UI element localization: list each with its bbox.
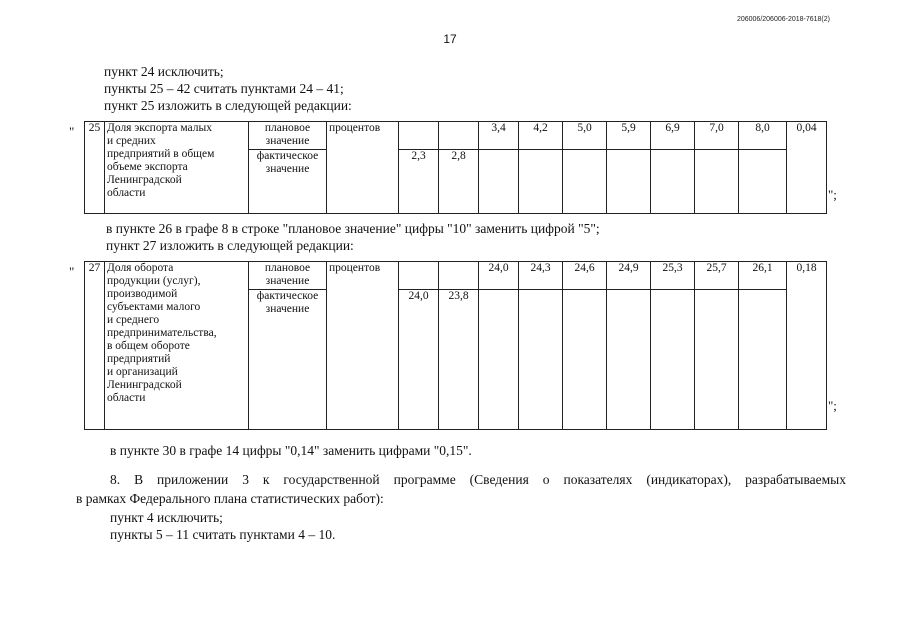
middle-line-1: в пункте 26 в графе 8 в строке "плановое значение" цифры "10" заменить цифрой "5"; — [106, 221, 600, 236]
section-8-line-4: пункты 5 – 11 считать пунктами 4 – 10. — [110, 527, 336, 542]
quote-close-25: "; — [828, 187, 837, 202]
fact-value — [519, 150, 563, 214]
plan-value: 24,9 — [607, 262, 651, 290]
cell-text-line: области — [107, 392, 146, 404]
plan-value: 24,0 — [479, 262, 519, 290]
cell-text-line: в общем обороте — [107, 340, 190, 352]
fact-value — [519, 290, 563, 430]
cell-text-line: значение — [265, 275, 310, 287]
plan-value: 0,04 — [787, 122, 827, 214]
plan-value: 3,4 — [479, 122, 519, 150]
plan-value: 24,6 — [563, 262, 607, 290]
plan-value — [439, 122, 479, 150]
plan-value: 25,7 — [695, 262, 739, 290]
cell-text-line: предприятий — [107, 353, 171, 365]
plan-value: 0,18 — [787, 262, 827, 430]
cell-text-line: значение — [265, 135, 310, 147]
fact-value — [739, 290, 787, 430]
plan-value: 26,1 — [739, 262, 787, 290]
plan-value: 6,9 — [651, 122, 695, 150]
cell-text-line: и средних — [107, 135, 156, 147]
cell-text-line: фактическое — [256, 290, 319, 302]
plan-value: 8,0 — [739, 122, 787, 150]
fact-value: 24,0 — [399, 290, 439, 430]
indicator-table-27 — [84, 261, 827, 430]
section-8-paragraph — [76, 470, 846, 508]
quote-close-27: "; — [828, 398, 837, 413]
plan-value — [439, 262, 479, 290]
cell-text-line: плановое — [264, 262, 311, 274]
row-number: 27 — [85, 262, 105, 430]
fact-label — [249, 150, 327, 214]
fact-label — [249, 290, 327, 430]
row-number: 25 — [85, 122, 105, 214]
cell-text-line: продукции (услуг), — [107, 275, 201, 287]
cell-text-line: области — [107, 187, 146, 199]
fact-value — [695, 150, 739, 214]
indicator-table-25 — [84, 121, 827, 214]
unit-cell: процентов — [327, 122, 399, 214]
fact-value — [479, 290, 519, 430]
fact-value: 2,3 — [399, 150, 439, 214]
cell-text-line: объеме экспорта — [107, 161, 188, 173]
section-8-line-1: 8. В приложении 3 к государственной программе (Сведения о показателях (индикаторах), разрабатываемых — [110, 472, 846, 487]
middle-line-2: пункт 27 изложить в следующей редакции: — [106, 238, 354, 253]
plan-value: 25,3 — [651, 262, 695, 290]
cell-text-line: производимой — [107, 288, 178, 300]
intro-line-3: пункт 25 изложить в следующей редакции: — [104, 98, 352, 113]
fact-value — [607, 150, 651, 214]
cell-text-line: Доля оборота — [107, 262, 174, 274]
fact-value — [607, 290, 651, 430]
cell-text-line: предпринимательства, — [107, 327, 217, 339]
indicator-name — [105, 122, 249, 214]
fact-value — [695, 290, 739, 430]
quote-open-25: " — [69, 124, 75, 139]
plan-label — [249, 262, 327, 290]
after-line-1: в пункте 30 в графе 14 цифры "0,14" заменить цифрами "0,15". — [110, 443, 472, 458]
cell-text-line: плановое — [264, 122, 311, 134]
cell-text-line: Ленинградской — [107, 379, 182, 391]
plan-value: 7,0 — [695, 122, 739, 150]
cell-text-line: значение — [265, 163, 310, 175]
plan-value: 5,0 — [563, 122, 607, 150]
intro-line-2: пункты 25 – 42 считать пунктами 24 – 41; — [104, 81, 344, 96]
cell-text-line: значение — [265, 303, 310, 315]
plan-value: 4,2 — [519, 122, 563, 150]
section-8-line-3: пункт 4 исключить; — [110, 510, 223, 525]
fact-value: 23,8 — [439, 290, 479, 430]
fact-value — [479, 150, 519, 214]
plan-value: 24,3 — [519, 262, 563, 290]
fact-value — [651, 150, 695, 214]
fact-value — [739, 150, 787, 214]
plan-value: 5,9 — [607, 122, 651, 150]
plan-label — [249, 122, 327, 150]
intro-line-1: пункт 24 исключить; — [104, 64, 224, 79]
cell-text-line: и организаций — [107, 366, 178, 378]
cell-text-line: Доля экспорта малых — [107, 122, 212, 134]
quote-open-27: " — [69, 264, 75, 279]
section-8-line-2: в рамках Федерального плана статистических работ): — [76, 491, 384, 506]
cell-text-line: фактическое — [256, 150, 319, 162]
fact-value — [563, 150, 607, 214]
cell-text-line: субъектами малого — [107, 301, 201, 313]
document-id: 206006/206006-2018-7618(2) — [736, 16, 830, 23]
fact-value — [651, 290, 695, 430]
fact-value: 2,8 — [439, 150, 479, 214]
plan-value — [399, 262, 439, 290]
cell-text-line: и среднего — [107, 314, 160, 326]
cell-text-line: предприятий в общем — [107, 148, 215, 160]
unit-cell: процентов — [327, 262, 399, 430]
indicator-name — [105, 262, 249, 430]
cell-text-line: Ленинградской — [107, 174, 182, 186]
fact-value — [563, 290, 607, 430]
page-number: 17 — [443, 32, 457, 46]
plan-value — [399, 122, 439, 150]
